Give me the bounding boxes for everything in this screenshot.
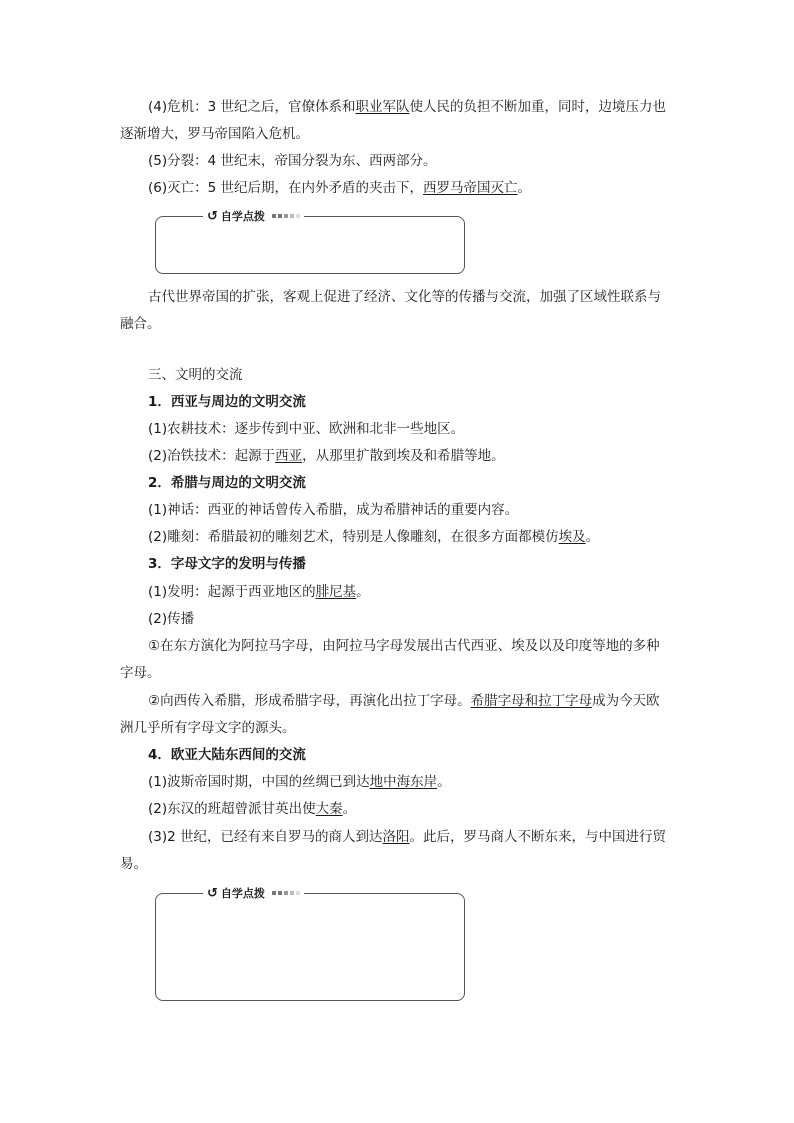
east-line-2: 字母。 [120,665,161,681]
split-line: (5)分裂：4 世纪末，帝国分裂为东、西两部分。 [148,153,437,169]
ban-underline: 大秦 [315,801,343,817]
fall-line [148,178,531,198]
summary-line-2: 融合。 [120,316,161,332]
dots-decoration [272,891,300,895]
return-arrow-icon: ↺ [207,885,218,901]
crisis-underline: 职业军队 [355,99,410,115]
iron-text: (2)冶铁技术：起源于 [148,448,276,464]
sculpt-underline: 埃及 [558,529,586,545]
sculpt-text-end: 。 [585,529,600,545]
silk-text: (1)波斯帝国时期，中国的丝绸已到达 [148,774,370,790]
ban-text-end: 。 [342,801,357,817]
heading-3: 3．字母文字的发明与传播 [148,556,306,572]
dots-decoration [272,214,300,218]
iron-line [148,446,505,466]
rome-line-2: 易。 [120,856,147,872]
west-text: ②向西传入希腊，形成希腊字母，再演化出拉丁字母。 [148,693,471,709]
heading-2: 2．希腊与周边的文明交流 [148,475,306,491]
fall-underline: 西罗马帝国灭亡 [423,180,518,196]
invent-line [148,582,370,602]
crisis-line [148,97,666,117]
west-underline: 希腊字母和拉丁字母 [470,693,593,709]
note-box-2 [155,893,465,1001]
note-label-1 [203,208,304,224]
crisis-continuation: 逐渐增大，罗马帝国陷入危机。 [120,126,309,142]
crisis-text-end: 使人民的负担不断加重，同时，边境压力也 [409,99,667,115]
summary-line-1: 古代世界帝国的扩张，客观上促进了经济、文化等的传播与交流，加强了区域性联系与 [148,289,661,305]
rome-text-end: 。此后，罗马商人不断东来，与中国进行贸 [409,829,667,845]
section-title: 三、文明的交流 [148,367,243,383]
return-arrow-icon: ↺ [207,208,218,224]
note-label-2 [203,885,304,901]
heading-4: 4．欧亚大陆东西间的交流 [148,747,306,763]
rome-underline: 洛阳 [382,829,410,845]
myth-line: (1)神话：西亚的神话曾传入希腊，成为希腊神话的重要内容。 [148,502,519,518]
heading-1: 1．西亚与周边的文明交流 [148,394,306,410]
invent-text: (1)发明：起源于西亚地区的 [148,584,316,600]
fall-text: (6)灭亡：5 世纪后期，在内外矛盾的夹击下， [148,180,424,196]
west-text-end: 成为今天欧 [592,693,660,709]
note-box-1 [155,216,465,274]
silk-line [148,772,451,792]
west-line-1 [148,691,660,711]
spread-line: (2)传播 [148,611,195,627]
rome-line-1 [148,827,666,847]
west-line-2: 洲几乎所有字母文字的源头。 [120,720,296,736]
silk-text-end: 。 [437,774,451,790]
sculpt-text: (2)雕刻：希腊最初的雕刻艺术，特别是人像雕刻，在很多方面都模仿 [148,529,559,545]
ban-line [148,799,356,819]
east-line-1: ①在东方演化为阿拉马字母，由阿拉马字母发展出古代西亚、埃及以及印度等地的多种 [148,638,660,654]
iron-text-end: ，从那里扩散到埃及和希腊等地。 [302,448,505,464]
invent-underline: 腓尼基 [315,584,357,600]
rome-text: (3)2 世纪，已经有来自罗马的商人到达 [148,829,383,845]
ban-text: (2)东汉的班超曾派甘英出使 [148,801,316,817]
crisis-text: (4)危机：3 世纪之后，官僚体系和 [148,99,356,115]
fall-text-end: 。 [517,180,532,196]
sculpt-line [148,527,599,547]
invent-text-end: 。 [356,584,370,600]
farming-line: (1)农耕技术：逐步传到中亚、欧洲和北非一些地区。 [148,421,465,437]
note-label-text: 自学点拨 [220,210,265,223]
silk-underline: 地中海东岸 [369,774,438,790]
note-label-text: 自学点拨 [220,887,265,900]
iron-underline: 西亚 [275,448,303,464]
